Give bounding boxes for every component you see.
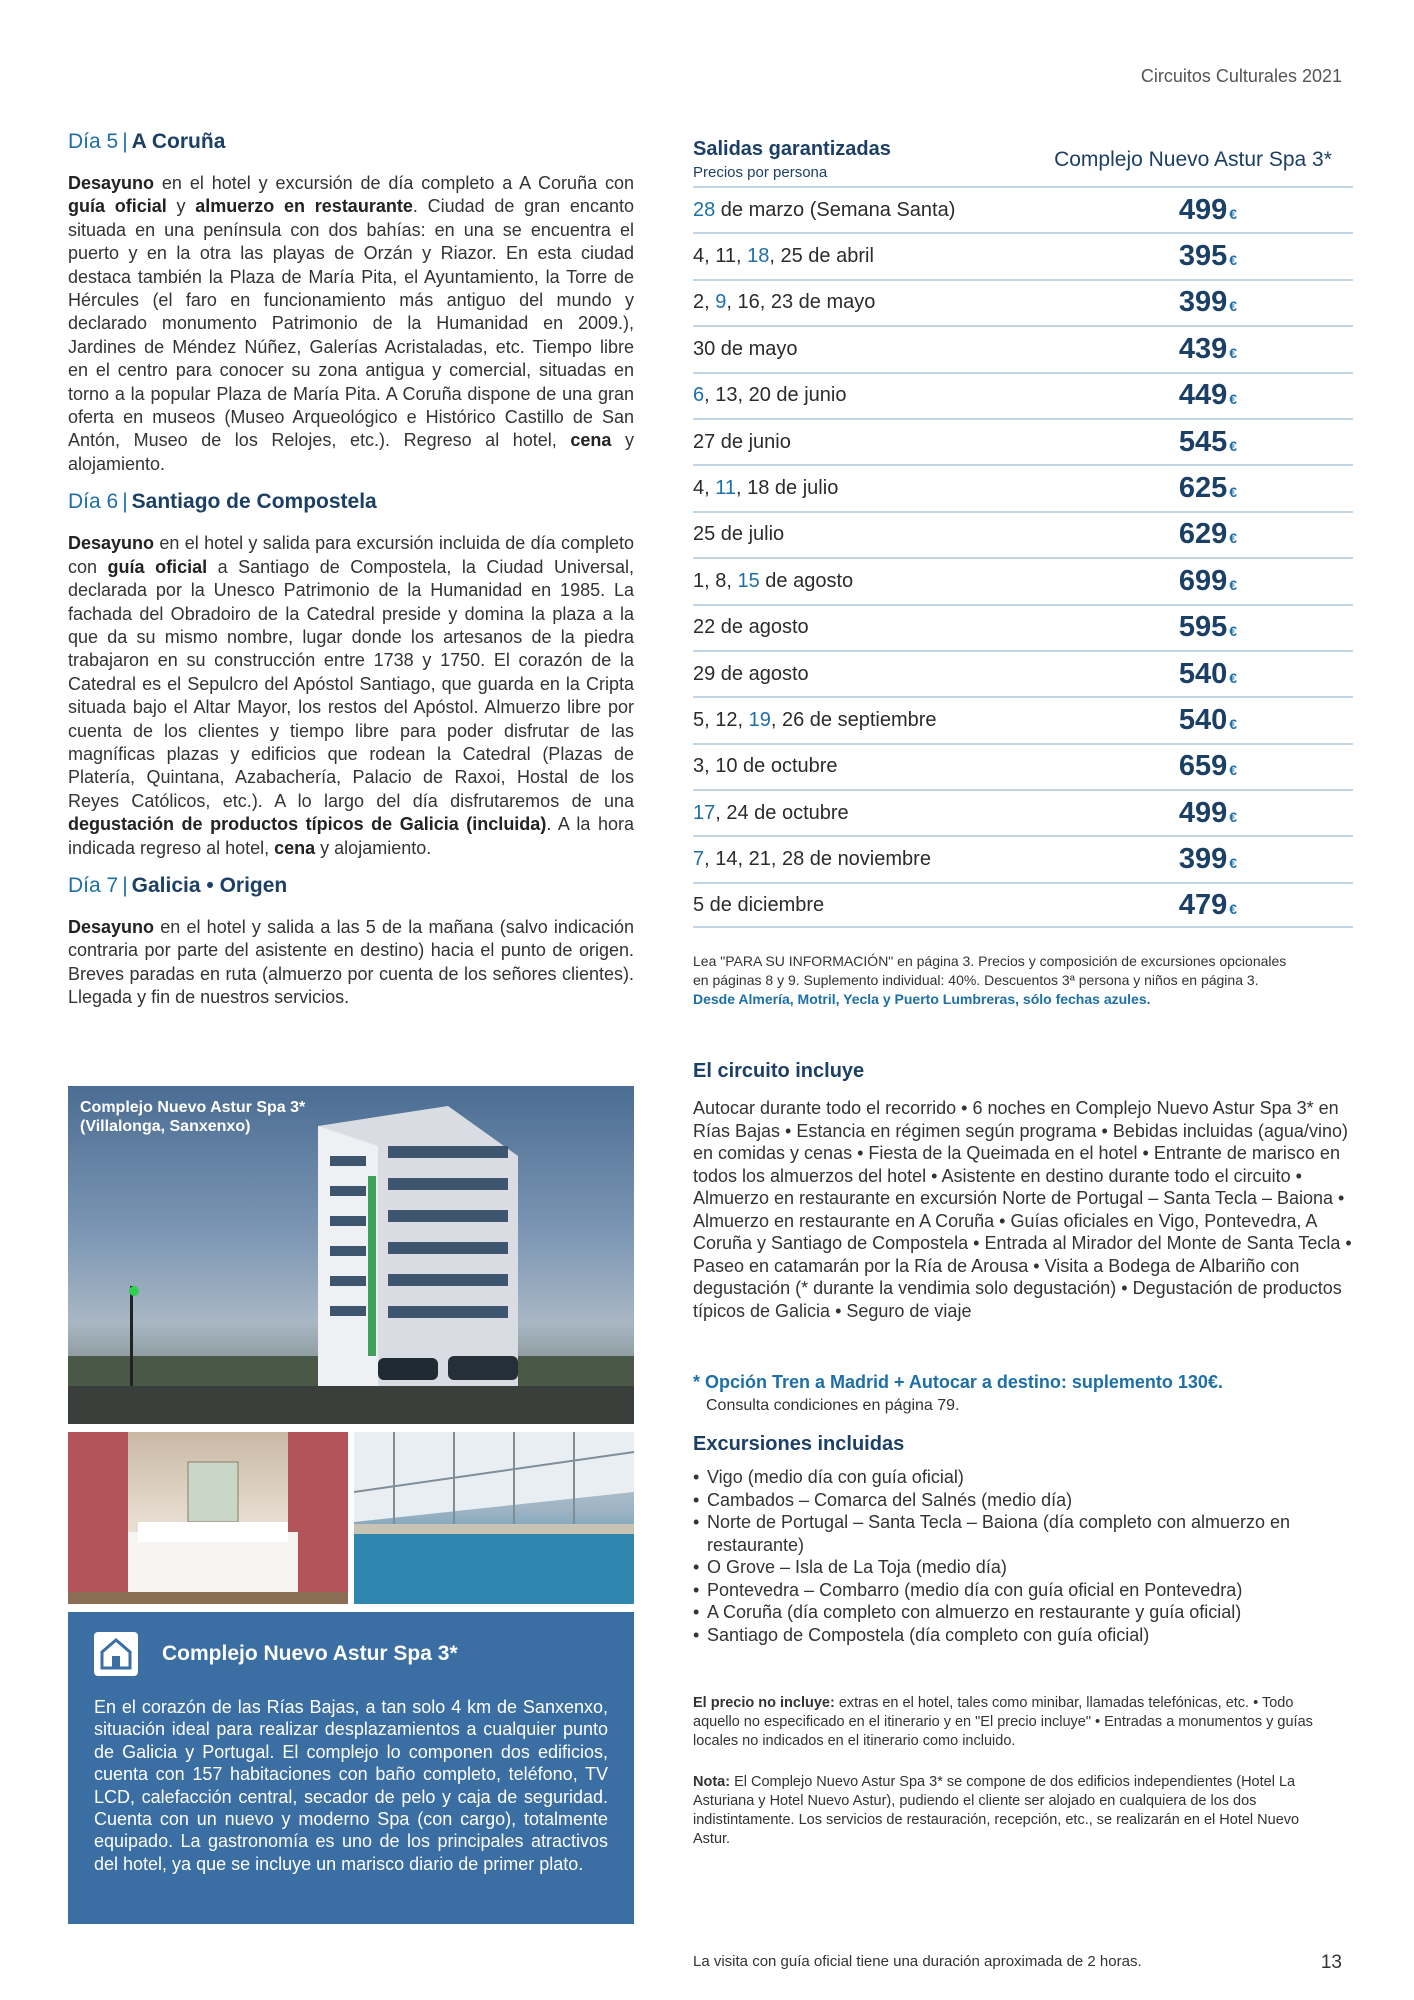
hotel-room-photo bbox=[68, 1432, 348, 1604]
price-value: 595 € bbox=[1178, 611, 1238, 644]
pool-illustration bbox=[354, 1432, 634, 1604]
departure-date: 4, 11, 18, 25 de abril bbox=[693, 245, 874, 268]
spa-pool-photo bbox=[354, 1432, 634, 1604]
day-text: Desayuno en el hotel y salida a las 5 de la mañana (salvo indicación contraria por parte del asistente en destino) hacia el punto de origen. Breves paradas en ruta (almuerzo por cuenta de los señores clientes). Llegada y fin de nuestros servicios. bbox=[68, 916, 634, 1008]
day-7 bbox=[68, 874, 634, 1010]
excursion-item: • Cambados – Comarca del Salnés (medio día) bbox=[693, 1489, 1333, 1512]
price-value: 625 € bbox=[1178, 472, 1238, 505]
price-row bbox=[693, 743, 1353, 789]
includes-text: Autocar durante todo el recorrido • 6 noches en Complejo Nuevo Astur Spa 3* en Rías Bajas • Estancia en régimen según programa • Bebidas incluidas (agua/vino) en comidas y cenas • Fiesta de la Queimada en el hotel • Entrante de marisco en todos los almuerzos del hotel • Asistente en destino durante todo el circuito • Almuerzo en restaurante en excursión Norte de Portugal – Santa Tecla – Baiona • Almuerzo en restaurante en A Coruña • Guías oficiales en Vigo, Pontevedra, A Coruña y Santiago de Compostela • Entrada al Mirador del Monte de Santa Tecla • Paseo en catamarán por la Ría de Arousa • Visita a Bodega de Albariño con degustación (* durante la vendimia solo degustación) • Degustación de productos típicos de Galicia • Seguro de viaje bbox=[693, 1098, 1352, 1321]
day-heading: Día 5 | A Coruña bbox=[68, 130, 226, 153]
price-value: 540 € bbox=[1178, 657, 1238, 690]
price-value: 659 € bbox=[1178, 750, 1238, 783]
departure-date: 27 de junio bbox=[693, 430, 791, 453]
day-label: Día 6 bbox=[68, 490, 119, 514]
currency-symbol: € bbox=[1229, 298, 1238, 315]
day-label: Día 5 bbox=[68, 130, 119, 153]
price-value: 399 € bbox=[1178, 286, 1238, 319]
excursion-item: • Norte de Portugal – Santa Tecla – Baiona (día completo con almuerzo en restaurante) bbox=[693, 1511, 1333, 1556]
price-value: 699 € bbox=[1178, 564, 1238, 597]
prices-heading: Salidas garantizadas bbox=[693, 138, 891, 160]
currency-symbol: € bbox=[1229, 391, 1238, 408]
currency-symbol: € bbox=[1229, 669, 1238, 686]
hotel-icon bbox=[94, 1632, 138, 1676]
price-value: 399 € bbox=[1178, 843, 1238, 876]
currency-symbol: € bbox=[1229, 344, 1238, 361]
prices-column-header: Complejo Nuevo Astur Spa 3* bbox=[1054, 148, 1332, 171]
departure-date: 5 de diciembre bbox=[693, 893, 825, 916]
day-text: Desayuno en el hotel y excursión de día completo a A Coruña con guía oficial y almuerzo en restaurante. Ciudad de gran encanto situada en una península con dos bahías: en una se encuentra el puerto y en la otra las playas de Orzán y Riazor. En esta ciudad destaca también la Plaza de María Pita, el Ayuntamiento, la Torre de Hércules (el faro en funcionamiento más antiguo del mundo y declarado monumento Patrimonio de la Humanidad en 2009.), Jardines de Méndez Núñez, Galerías Acristaladas, etc. Tiempo libre en el centro para conocer su zona antigua y comercial, situadas en torno a la popular Plaza de María Pita. A Coruña dispone de una gran oferta en museos (Museo Arqueológico e Histórico Castillo de San Antón, Museo de los Relojes, etc.). Regreso al hotel, cena y alojamiento. bbox=[68, 173, 634, 474]
currency-symbol: € bbox=[1229, 900, 1238, 917]
departure-date: 17, 24 de octubre bbox=[693, 801, 849, 824]
prices-note: Lea "PARA SU INFORMACIÓN" en página 3. Precios y composición de excursiones opcionales en páginas 8 y 9. Suplemento individual: 40%. Descuentos 3ª persona y niños en página 3. Desde Almería, Motril, Yecla y Puerto Lumbreras, sólo fechas azules. bbox=[693, 953, 1287, 1007]
excursion-item: • A Coruña (día completo con almuerzo en restaurante y guía oficial) bbox=[693, 1601, 1333, 1624]
room-illustration bbox=[68, 1432, 348, 1604]
currency-symbol: € bbox=[1229, 484, 1238, 501]
departure-date: 1, 8, 15 de agosto bbox=[693, 569, 854, 592]
departure-date: 5, 12, 19, 26 de septiembre bbox=[693, 708, 937, 731]
day-heading: Día 7 | Galicia • Origen bbox=[68, 873, 288, 897]
departure-date: 3, 10 de octubre bbox=[693, 755, 838, 778]
departure-date: 22 de agosto bbox=[693, 616, 809, 639]
hotel-photo-main bbox=[68, 1086, 634, 1424]
photo-caption: Complejo Nuevo Astur Spa 3* (Villalonga, Sanxenxo) bbox=[80, 1099, 306, 1135]
page-number: 13 bbox=[1320, 1952, 1342, 1973]
price-value: 540 € bbox=[1178, 703, 1238, 736]
includes-heading: El circuito incluye bbox=[693, 1060, 865, 1082]
day-label: Día 7 bbox=[68, 873, 119, 897]
excursion-item: • Santiago de Compostela (día completo con guía oficial) bbox=[693, 1624, 1333, 1647]
currency-symbol: € bbox=[1229, 623, 1238, 640]
train-option-conditions: Consulta condiciones en página 79. bbox=[706, 1397, 960, 1414]
excursions-list bbox=[693, 1466, 1333, 1646]
price-value: 439 € bbox=[1178, 332, 1238, 365]
price-row bbox=[693, 557, 1353, 603]
departure-date: 28 de marzo (Semana Santa) bbox=[693, 198, 956, 221]
price-value: 629 € bbox=[1178, 518, 1238, 551]
price-row bbox=[693, 511, 1353, 557]
currency-symbol: € bbox=[1229, 437, 1238, 454]
itinerary bbox=[68, 130, 634, 1024]
excursion-item: • O Grove – Isla de La Toja (medio día) bbox=[693, 1556, 1333, 1579]
departure-date: 2, 9, 16, 23 de mayo bbox=[693, 291, 876, 314]
day-6 bbox=[68, 490, 634, 860]
price-row bbox=[693, 835, 1353, 881]
currency-symbol: € bbox=[1229, 715, 1238, 732]
hotel-building-illustration bbox=[68, 1086, 634, 1424]
train-option: * Opción Tren a Madrid + Autocar a destino: suplemento 130€. bbox=[693, 1372, 1223, 1392]
price-value: 499 € bbox=[1178, 193, 1238, 226]
day-heading: Día 6 | Santiago de Compostela bbox=[68, 490, 377, 514]
price-value: 479 € bbox=[1178, 888, 1238, 921]
departure-date: 6, 13, 20 de junio bbox=[693, 384, 847, 407]
footer-note: La visita con guía oficial tiene una duración aproximada de 2 horas. bbox=[693, 1953, 1142, 1970]
day-destination: Santiago de Compostela bbox=[131, 490, 377, 514]
prices-subheading: Precios por persona bbox=[693, 164, 828, 181]
not-included: El precio no incluye: extras en el hotel, tales como minibar, llamadas telefónicas, etc. • Todo aquello no especificado en el itinerario y en "El precio incluye" • Entradas a monumentos y guías locales no indicados en el itinerario como incluido. bbox=[693, 1695, 1313, 1749]
departure-date: 25 de julio bbox=[693, 523, 785, 546]
currency-symbol: € bbox=[1229, 576, 1238, 593]
price-row bbox=[693, 186, 1353, 232]
price-row bbox=[693, 789, 1353, 835]
price-value: 545 € bbox=[1178, 425, 1238, 458]
price-row bbox=[693, 325, 1353, 371]
excursion-item: • Pontevedra – Combarro (medio día con guía oficial en Pontevedra) bbox=[693, 1579, 1333, 1602]
price-table bbox=[693, 186, 1353, 928]
price-value: 395 € bbox=[1178, 240, 1238, 273]
price-row bbox=[693, 232, 1353, 278]
price-row bbox=[693, 650, 1353, 696]
price-row bbox=[693, 464, 1353, 510]
currency-symbol: € bbox=[1229, 855, 1238, 872]
price-row bbox=[693, 604, 1353, 650]
departure-date: 29 de agosto bbox=[693, 662, 809, 685]
currency-symbol: € bbox=[1229, 530, 1238, 547]
currency-symbol: € bbox=[1229, 808, 1238, 825]
currency-symbol: € bbox=[1229, 762, 1238, 779]
price-value: 449 € bbox=[1178, 379, 1238, 412]
price-row bbox=[693, 882, 1353, 928]
price-value: 499 € bbox=[1178, 796, 1238, 829]
hotel-info-box bbox=[68, 1612, 634, 1924]
price-row bbox=[693, 279, 1353, 325]
departure-date: 30 de mayo bbox=[693, 337, 798, 360]
day-destination: Galicia • Origen bbox=[131, 873, 288, 897]
departure-date: 7, 14, 21, 28 de noviembre bbox=[693, 848, 931, 871]
price-row bbox=[693, 372, 1353, 418]
day-5 bbox=[68, 130, 634, 476]
day-text: Desayuno en el hotel y salida para excursión incluida de día completo con guía oficial a Santiago de Compostela, la Ciudad Universal, declarada por la Unesco Patrimonio de la Humanidad en 1985. La fachada del Obradoiro de la Catedral preside y domina la plaza a la que da su mismo nombre, lugar donde los artesanos de la piedra trabajaron en su construcción entre 1738 y 1750. El corazón de la Catedral es el Sepulcro del Apóstol Santiago, que guarda en la Cripta situada bajo el Altar Mayor, los restos del Apóstol. Almuerzo libre por cuenta de los clientes y tiempo libre para poder disfrutar de las magníficas plazas y edificios que rodean la Catedral (Plazas de Platería, Quintana, Azabachería, Palacio de Raxoi, Hostal de los Reyes Católicos, etc.). A lo largo del día disfrutaremos de una degustación de productos típicos de Galicia (incluida). A la hora indicada regreso al hotel, cena y alojamiento. bbox=[68, 533, 634, 858]
hotel-title: Complejo Nuevo Astur Spa 3* bbox=[162, 1642, 458, 1665]
price-row bbox=[693, 696, 1353, 742]
departure-date: 4, 11, 18 de julio bbox=[693, 477, 839, 500]
excursion-item: • Vigo (medio día con guía oficial) bbox=[693, 1466, 1333, 1489]
excursions-heading: Excursiones incluidas bbox=[693, 1433, 905, 1455]
note: Nota: El Complejo Nuevo Astur Spa 3* se compone de dos edificios independientes (Hotel La Asturiana y Hotel Nuevo Astur), pudiendo el cliente ser alojado en cualquiera de los dos indistintamente. Los servicios de restauración, recepción, etc., se realizarán en el Hotel Nuevo Astur. bbox=[693, 1774, 1300, 1847]
currency-symbol: € bbox=[1229, 252, 1238, 269]
price-row bbox=[693, 418, 1353, 464]
currency-symbol: € bbox=[1229, 205, 1238, 222]
hotel-description: En el corazón de las Rías Bajas, a tan solo 4 km de Sanxenxo, situación ideal para realizar desplazamientos a cualquier punto de Galicia y Portugal. El complejo lo componen dos edificios, cuenta con 157 habitaciones con baño completo, teléfono, TV LCD, calefacción central, secador de pelo y caja de seguridad. Cuenta con un nuevo y moderno Spa (con cargo), totalmente equipado. La gastronomía es uno de los principales atractivos del hotel, ya que se incluye un marisco diario de primer plato. bbox=[94, 1697, 608, 1874]
day-destination: A Coruña bbox=[131, 130, 226, 153]
section-header: Circuitos Culturales 2021 bbox=[1140, 66, 1342, 86]
